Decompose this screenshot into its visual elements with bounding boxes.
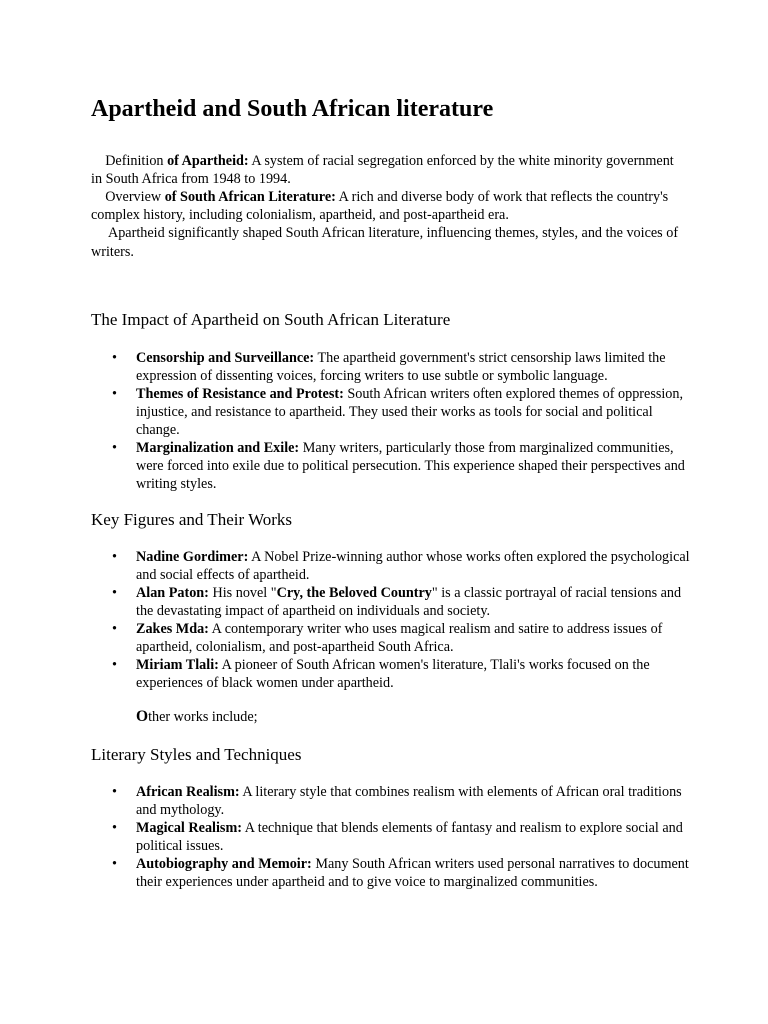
- list-item-term: African Realism:: [136, 784, 240, 800]
- intro-text: A system of racial segregation enforced by the white minority government in South Africa from 1948 to 1994.: [91, 153, 674, 187]
- intro-text: A rich and diverse body of work that reflects the country's complex history, including colonialism, apartheid, and post-apartheid era.: [91, 189, 669, 223]
- section-heading-styles: Literary Styles and Techniques: [91, 745, 302, 764]
- bullet-icon: •: [112, 820, 117, 836]
- section-heading-figures: Key Figures and Their Works: [91, 510, 293, 529]
- list-item-text: Many writers, particularly those from marginalized communities, were forced into exile due to political persecution. This experience shaped their perspectives and writing styles.: [136, 440, 685, 492]
- bullet-icon: •: [112, 440, 117, 456]
- other-works-note: [136, 708, 258, 726]
- list-item-term: Themes of Resistance and Protest:: [136, 386, 344, 402]
- list-item-text: Many South African writers used personal narratives to document their experiences under apartheid and to give voice to marginalized communities.: [136, 856, 689, 890]
- list-item-term: Miriam Tlali:: [136, 657, 219, 673]
- list-item: [91, 349, 691, 385]
- list-item: [91, 855, 691, 891]
- list-item-term: Alan Paton:: [136, 585, 209, 601]
- intro-text: Apartheid significantly shaped South African literature, influencing themes, styles, and the voices of writers.: [91, 225, 679, 260]
- list-item: [91, 439, 691, 493]
- list-item-term: Magical Realism:: [136, 820, 242, 836]
- intro-indent: [91, 153, 105, 169]
- bullet-icon: •: [112, 350, 117, 366]
- section-heading-impact: The Impact of Apartheid on South African Literature: [91, 310, 451, 329]
- intro-overview: [91, 188, 681, 224]
- bullet-icon: •: [112, 657, 117, 673]
- bullet-icon: •: [112, 784, 117, 800]
- other-works-initial: O: [136, 708, 149, 725]
- intro-section: [91, 152, 681, 262]
- bullet-icon: •: [112, 856, 117, 872]
- bullet-icon: •: [112, 621, 117, 637]
- list-item: [91, 783, 691, 819]
- list-item-text: " is a classic portrayal of racial tensions and the devastating impact of apartheid on individuals and society.: [136, 585, 682, 619]
- intro-indent: [91, 189, 105, 205]
- document-title: Apartheid and South African literature: [91, 96, 494, 122]
- intro-term: of Apartheid:: [163, 153, 249, 169]
- intro-lead: Overview: [105, 189, 162, 205]
- list-item-text: A technique that blends elements of fantasy and realism to explore social and political issues.: [136, 820, 683, 854]
- impact-list: [91, 349, 691, 493]
- intro-term: of South African Literature:: [161, 189, 336, 205]
- list-item-term: Censorship and Surveillance:: [136, 350, 315, 366]
- list-item-text: A contemporary writer who uses magical realism and satire to address issues of apartheid, colonialism, and post-apartheid South Africa.: [136, 621, 663, 655]
- list-item: [91, 819, 691, 855]
- list-item-term: Nadine Gordimer:: [136, 549, 249, 565]
- list-item-text: South African writers often explored themes of oppression, injustice, and resistance to apartheid. They used their works as tools for social and political change.: [136, 386, 684, 438]
- intro-indent: [91, 225, 108, 241]
- figures-list: [91, 548, 691, 692]
- intro-lead: Definition: [105, 153, 164, 169]
- other-works-text: ther works include;: [148, 709, 258, 725]
- list-item-term: Zakes Mda:: [136, 621, 209, 637]
- list-item-term: Marginalization and Exile:: [136, 440, 300, 456]
- list-item-text: A Nobel Prize-winning author whose works often explored the psychological and social effects of apartheid.: [136, 549, 690, 583]
- bullet-icon: •: [112, 549, 117, 565]
- bullet-icon: •: [112, 386, 117, 402]
- list-item: [91, 656, 691, 692]
- list-item: [91, 620, 691, 656]
- list-item-term: Autobiography and Memoir:: [136, 856, 312, 872]
- list-item: [91, 548, 691, 584]
- list-item-text: A literary style that combines realism with elements of African oral traditions and mythology.: [136, 784, 682, 818]
- list-item-text: The apartheid government's strict censorship laws limited the expression of dissenting voices, forcing writers to use subtle or symbolic language.: [136, 350, 666, 384]
- list-item-text: A pioneer of South African women's literature, Tlali's works focused on the experiences of black women under apartheid.: [136, 657, 650, 691]
- intro-summary: [91, 224, 681, 262]
- intro-definition: [91, 152, 681, 188]
- book-title: Cry, the Beloved Country: [276, 585, 432, 601]
- bullet-icon: •: [112, 585, 117, 601]
- list-item-text: His novel ": [208, 585, 277, 601]
- list-item: [91, 584, 691, 620]
- list-item: [91, 385, 691, 439]
- styles-list: [91, 783, 691, 891]
